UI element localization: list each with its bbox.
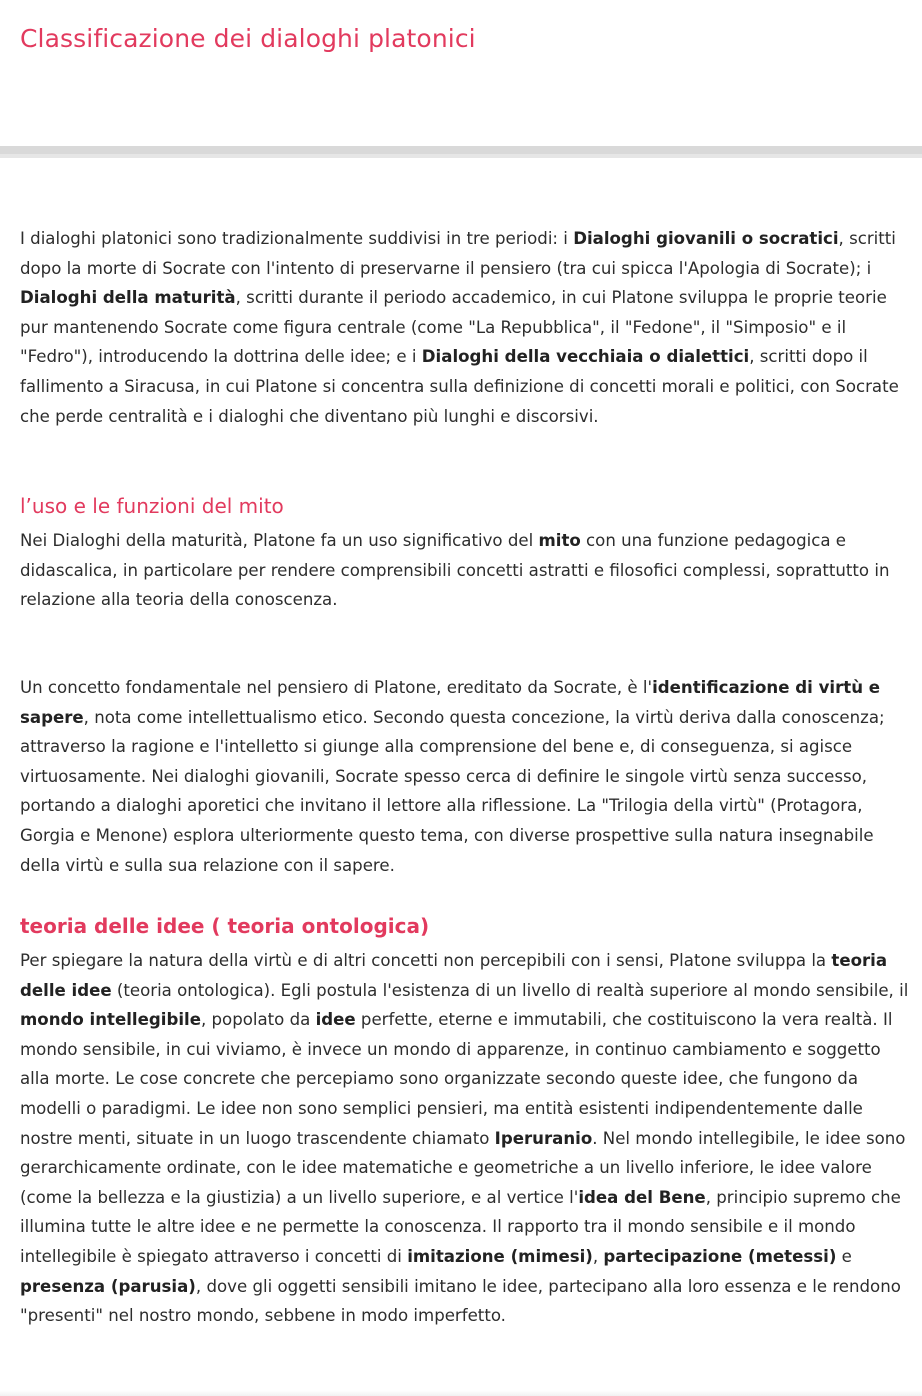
- divider: [0, 146, 922, 158]
- bold-term: identificazione di virtù e sapere: [20, 678, 881, 727]
- text-run: I dialoghi platonici sono tradizionalmente suddivisi in tre periodi: i: [20, 229, 574, 248]
- myth-paragraph: [20, 526, 910, 615]
- text-run: ,: [592, 1246, 604, 1266]
- text-run: , dove gli oggetti sensibili imitano le idee, partecipano alla loro essenza e le rendono "presenti" nel nostro mondo, sebbene in modo imperfetto.: [20, 1276, 901, 1326]
- bold-term: partecipazione (metessi): [603, 1246, 837, 1266]
- bold-term: Dialoghi della vecchiaia o dialettici: [421, 347, 750, 367]
- bold-term: mito: [538, 531, 581, 550]
- bold-term: idea del Bene: [578, 1187, 706, 1207]
- intro-paragraph: [20, 224, 910, 431]
- bold-term: mondo intellegibile: [20, 1010, 201, 1030]
- bottom-edge: [0, 1390, 922, 1396]
- bold-term: Dialoghi della maturità: [20, 288, 236, 308]
- text-run: , scritti durante il periodo accademico, in cui Platone sviluppa le proprie teorie pur mantenendo Socrate come figura centrale (come "La Repubblica", il "Fedone", il "Simposio" e il "Fedro"), introducendo la dottrina delle idee; e i: [20, 288, 887, 367]
- bold-term: idee: [315, 1010, 356, 1030]
- myth-heading: l’uso e le funzioni del mito: [20, 494, 284, 518]
- text-run: Nei Dialoghi della maturità, Platone fa un uso significativo del: [20, 531, 539, 550]
- text-run: , scritti dopo la morte di Socrate con l'intento di preservarne il pensiero (tra cui spicca l'Apologia di Socrate); i: [20, 229, 896, 278]
- text-run: . Nel mondo intellegibile, le idee sono gerarchicamente ordinate, con le idee matematiche e geometriche a un livello inferiore, le idee valore (come la bellezza e la giustizia) a un livello superiore, e al vertice l': [20, 1128, 906, 1207]
- bold-term: Iperuranio: [494, 1128, 593, 1148]
- bold-term: teoria delle idee: [20, 951, 888, 1000]
- text-run: con una funzione pedagogica e didascalica, in particolare per rendere comprensibili concetti astratti e filosofici complessi, soprattutto in relazione alla teoria della conoscenza.: [20, 531, 890, 610]
- text-run: , scritti dopo il fallimento a Siracusa, in cui Platone si concentra sulla definizione di concetti morali e politici, con Socrate che perde centralità e i dialoghi che diventano più lunghi e discorsivi.: [20, 347, 899, 426]
- text-run: , principio supremo che illumina tutte le altre idee e ne permette la conoscenza. Il rapporto tra il mondo sensibile e il mondo intellegibile è spiegato attraverso i concetti di: [20, 1187, 901, 1266]
- text-run: e: [836, 1246, 852, 1266]
- text-run: , popolato da: [200, 1010, 316, 1030]
- text-run: , nota come intellettualismo etico. Secondo questa concezione, la virtù deriva dalla conoscenza; attraverso la ragione e l'intelletto si giunge alla comprensione del bene e, di conseguenza, si agisce virtuosamente. Nei dialoghi giovanili, Socrate spesso cerca di definire le singole virtù senza successo, portando a dialoghi aporetici che invitano il lettore alla riflessione. La "Trilogia della virtù" (Protagora, Gorgia e Menone) esplora ulteriormente questo tema, con diverse prospettive sulla natura insegnabile della virtù e sulla sua relazione con il sapere.: [20, 707, 885, 875]
- text-run: Per spiegare la natura della virtù e di altri concetti non percepibili con i sensi, Platone sviluppa la: [20, 951, 832, 970]
- text-run: (teoria ontologica). Egli postula l'esistenza di un livello di realtà superiore al mondo sensibile, il: [111, 980, 909, 1000]
- page-title: Classificazione dei dialoghi platonici: [20, 24, 476, 53]
- text-run: Un concetto fondamentale nel pensiero di Platone, ereditato da Socrate, è l': [20, 678, 653, 697]
- bold-term: Dialoghi giovanili o socratici: [573, 229, 839, 248]
- ideas-paragraph: [20, 946, 910, 1331]
- bold-term: presenza (parusia): [20, 1276, 196, 1296]
- bold-term: imitazione (mimesi): [407, 1246, 593, 1266]
- ideas-heading: teoria delle idee ( teoria ontologica): [20, 914, 430, 938]
- text-run: perfette, eterne e immutabili, che costituiscono la vera realtà. Il mondo sensibile, in cui viviamo, è invece un mondo di apparenze, in continuo cambiamento e soggetto alla morte. Le cose concrete che percepiamo sono organizzate secondo queste idee, che fungono da modelli o paradigmi. Le idee non sono semplici pensieri, ma entità esistenti indipendentemente dalle nostre menti, situate in un luogo trascendente chiamato: [20, 1010, 893, 1148]
- virtue-paragraph: [20, 673, 910, 880]
